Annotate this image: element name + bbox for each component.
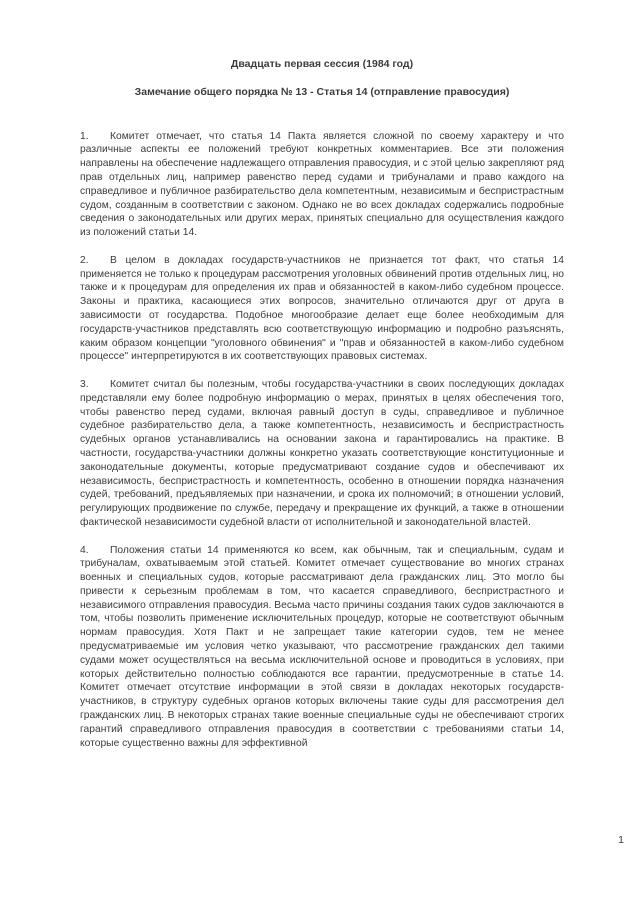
document-subtitle: Замечание общего порядка № 13 - Статья 14 (отправление правосудия) <box>134 85 510 98</box>
paragraph-3-text: Комитет считал бы полезным, чтобы государства-участники в своих последующих докладах представляли ему более подробную информацию о мерах, принятых в целях обеспечения того, чтобы равенство перед судами, включая равный доступ в суды, справедливое и публичное судебное разбирательство дела, а также компетентность, независимость и беспристрастность судебных органов устанавливались на основании закона и гарантировались на практике. В частности, государства-участники должны конкретно указать соответствующие конституционные и законодательные документы, которые предусматривают создание судов и обеспечивают их независимость, беспристрастность и компетентность, особенно в отношении порядка назначения судей, требований, предъявляемых при назначении, и срока их полномочий; в отношении условий, регулирующих продвижение по службе, передачу и прекращение их функций, а также в отношении фактической независимости судебной власти от исполнительной и законодательной властей. <box>80 378 564 528</box>
document-title: Двадцать первая сессия (1984 год) <box>230 58 414 70</box>
paragraph-2-text: В целом в докладах государств-участников не признается тот факт, что статья 14 применяется не только к процедурам рассмотрения уголовных обвинений против отдельных лиц, но также и к процедурам для определения их прав и обязанностей в каком-либо судебном процессе. Законы и практика, касающиеся этих вопросов, значительно отличаются друг от друга в зависимости от государства. Подобное многообразие делает еще более необходимым для государств-участников представлять всю соответствующую информацию и подробно разъяснять, каким образом концепции "уголовного обвинения" и "прав и обязанностей в каком-либо судебном процессе" интерпретируются в их соответствующих правовых системах. <box>80 254 564 363</box>
paragraph-4-number: 4. <box>80 544 89 556</box>
paragraph-2 <box>80 254 564 364</box>
paragraph-3-number: 3. <box>80 378 89 390</box>
paragraph-1-number: 1. <box>80 130 89 142</box>
paragraph-4 <box>80 544 564 751</box>
paragraph-3 <box>80 378 564 530</box>
paragraph-1 <box>80 130 564 240</box>
document-body <box>80 130 564 751</box>
page-number: 1 <box>618 834 624 846</box>
paragraph-4-text: Положения статьи 14 применяются ко всем, как обычным, так и специальным, судам и трибуналам, охватываемым этой статьей. Комитет отмечает существование во многих странах военных и специальных судов, которые рассматривают дела гражданских лиц. Это могло бы привести к серьезным проблемам в том, что касается справедливого, беспристрастного и независимого отправления правосудия. Весьма часто причины создания таких судов заключаются в том, чтобы позволить применение исключительных процедур, которые не соответствуют обычным нормам правосудия. Хотя Пакт и не запрещает такие категории судов, тем не менее предусматриваемые им условия четко указывают, что рассмотрение гражданских дел такими судами может осуществляться на весьма исключительной основе и проводиться в условиях, при которых действительно полностью соблюдаются все гарантии, предусмотренные в статье 14. Комитет отмечает отсутствие информации в этой связи в докладах некоторых государств-участников, в структуру судебных органов которых включены такие суды для рассмотрения дел гражданских лиц. В некоторых странах такие военные специальные суды не обеспечивают строгих гарантий справедливого отправления правосудия в соответствии с требованиями статьи 14, которые существенно важны для эффективной <box>80 544 564 749</box>
paragraph-1-text: Комитет отмечает, что статья 14 Пакта является сложной по своему характеру и что различные аспекты ее положений требуют конкретных комментариев. Все эти положения направлены на обеспечение надлежащего отправления правосудия, и с этой целью закрепляют ряд прав отдельных лиц, например равенство перед судами и трибуналами и право каждого на справедливое и публичное разбирательство дела компетентным, независимым и беспристрастным судом, созданным в соответствии с законом. Однако не во всех докладах содержались подробные сведения о законодательных или других мерах, принятых специально для осуществления каждого из положений статьи 14. <box>80 130 564 239</box>
paragraph-2-number: 2. <box>80 254 89 266</box>
